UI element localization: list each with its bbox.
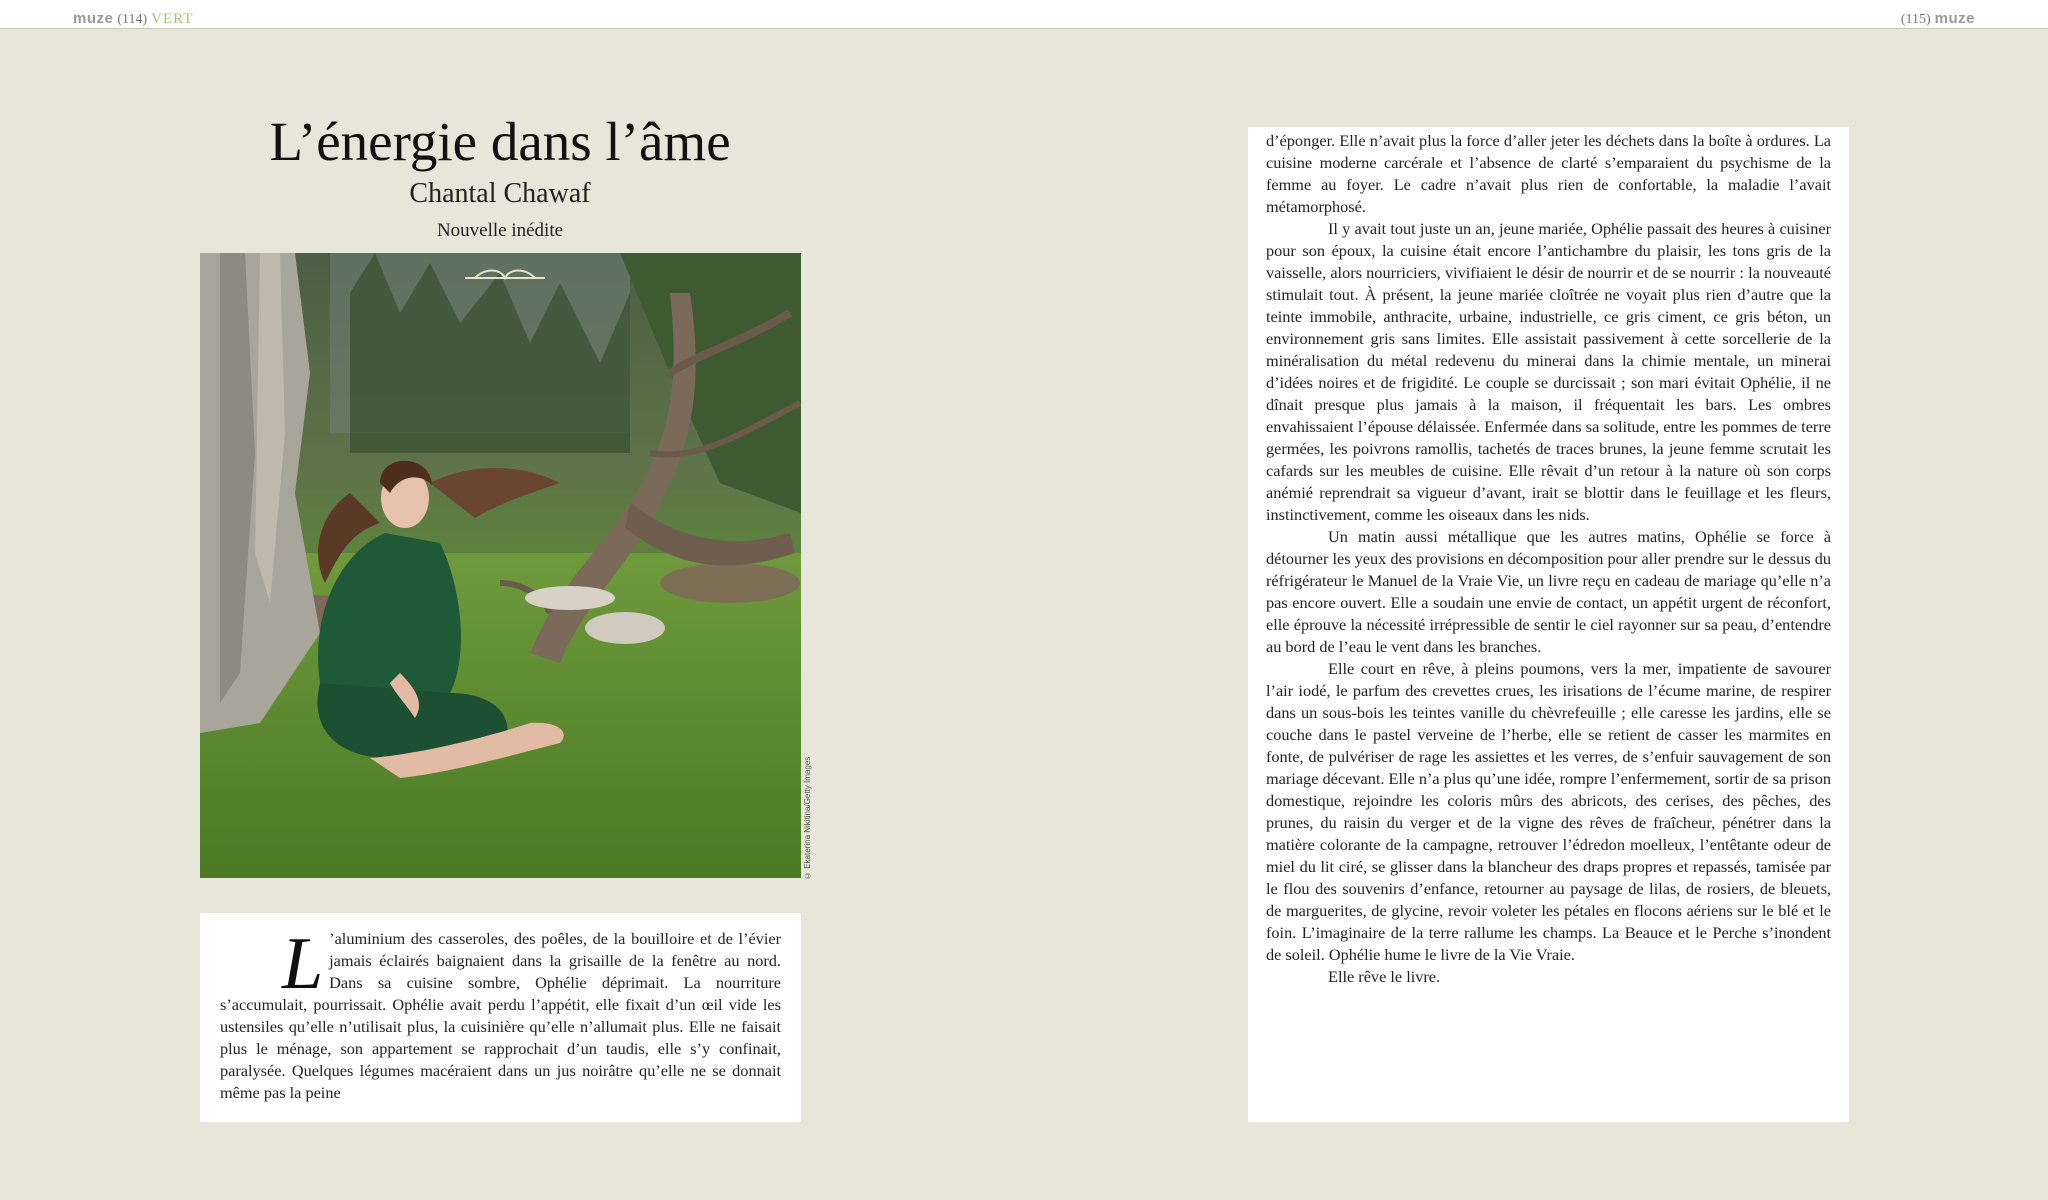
section-label: VERT	[151, 11, 194, 27]
right-running-header	[1897, 11, 1975, 28]
left-column-text	[220, 923, 781, 1104]
page-number-left: (114)	[117, 12, 148, 27]
page-number-right: (115)	[1900, 12, 1931, 27]
left-column-paragraph: ’aluminium des casseroles, des poêles, de la bouilloire et de l’évier jamais éclairés baignaient dans la grisaille de la fenêtre au nord. Dans sa cuisine sombre, Ophélie déprimait. La nourriture s’accumulait, pourrissait. Ophélie avait perdu l’appétit, elle fixait d’un œil vide les ustensiles qu’elle n’utilisait plus, la cuisinière qu’elle n’allumait plus. Elle ne faisait plus le ménage, son appartement se rapprochait d’un taudis, elle s’y confinait, paralysée. Quelques légumes macéraient dans un jus noirâtre qu’elle ne se donnait même pas la peine	[220, 929, 781, 1102]
article-photo	[200, 253, 801, 878]
top-bar	[0, 0, 2048, 29]
right-column-text	[1266, 130, 1831, 988]
left-text-box	[200, 913, 801, 1122]
drop-cap: L	[282, 923, 324, 1005]
photo-credit: © Ekaterina Nikitina/Getty Images	[803, 756, 812, 880]
magazine-logo-left: muze	[73, 10, 114, 27]
woman-in-forest-illustration	[200, 253, 801, 878]
magazine-logo-right: muze	[1934, 10, 1975, 27]
paragraph-5: Elle rêve le livre.	[1328, 967, 1441, 986]
article-title: L’énergie dans l’âme	[269, 111, 731, 172]
article-kicker: Nouvelle inédite	[436, 220, 564, 241]
right-text-box	[1248, 127, 1849, 1122]
left-running-header	[73, 11, 193, 28]
article-author: Chantal Chawaf	[409, 178, 591, 209]
paragraph-1: d’éponger. Elle n’avait plus la force d’aller jeter les déchets dans la boîte à ordures. La cuisine moderne carcérale et l’absence de clarté s’emparaient du psychisme de la femme au foyer. Le cadre n’avait plus rien de confortable, la maladie l’avait métamorphosé.	[1266, 131, 1831, 216]
paragraph-4: Elle court en rêve, à pleins poumons, vers la mer, impatiente de savourer l’air iodé, le parfum des crevettes crues, les irisations de l’écume marine, de respirer dans un sous-bois les teintes vanille du chèvrefeuille ; elle caresse les jardins, elle se couche dans le pastel verveine de l’herbe, elle se retient de casser les marmites en fonte, de pulvériser de rage les assiettes et les verres, de s’enfuir sauvagement de son mariage décevant. Elle n’a plus qu’une idée, rompre l’enfermement, sortir de sa prison domestique, rejoindre les coloris mûrs des abricots, des cerises, des pêches, des prunes, du raisin du verger et de la vigne des rêves de fraîcheur, pénétrer dans la matière colorante de la campagne, retrouver l’édredon moelleux, l’entêtante odeur de miel du lit ciré, se glisser dans la blancheur des draps propres et repassés, tamisée par le flou des souvenirs d’enfance, retourner au paysage de lilas, de rosiers, de bleuets, de marguerites, de glycine, revoir voleter les pétales en flocons aériens sur le blé et le foin. L’imaginaire de la terre rallume les champs. La Beauce et le Perche s’inondent de soleil. Ophélie hume le livre de la Vie Vraie.	[1266, 659, 1831, 964]
paragraph-3: Un matin aussi métallique que les autres matins, Ophélie se force à détourner les yeux des provisions en décomposition pour aller prendre sur le dessus du réfrigérateur le Manuel de la Vraie Vie, un livre reçu en cadeau de mariage qu’elle n’a pas encore ouvert. Elle a soudain une envie de contact, un appétit urgent de réconfort, elle éprouve la nécessité irrépressible de sentir le ciel rayonner sur sa peau, d’entendre au bord de l’eau le vent dans les branches.	[1266, 527, 1831, 656]
paragraph-2: Il y avait tout juste un an, jeune mariée, Ophélie passait des heures à cuisiner pour son époux, la cuisine était encore l’antichambre du plaisir, les tons gris de la vaisselle, alors nourriciers, vivifiaient le désir de nourrir et de se nourrir : la nouveauté stimulait tout. À présent, la jeune mariée cloîtrée ne voyait plus rien d’autre que la teinte immobile, anthracite, urbaine, industrielle, ce gris ciment, ce gris béton, un environnement gris sans limites. Elle assistait passivement à cette sorcellerie de la minéralisation du métal redevenu du minerai dans la chimie mentale, un minerai d’idées noires et de frigidité. Le couple se durcissait ; son mari évitait Ophélie, il ne dînait presque plus jamais à la maison, il fréquentait les bars. Les ombres envahissaient l’épouse délaissée. Enfermée dans sa solitude, entre les pommes de terre germées, les poivrons ramollis, tachetés de traces brunes, la jeune femme scrutait les cafards sur les meubles de cuisine. Elle rêvait d’un retour à la nature où son corps anémié reprendrait sa vigueur d’avant, irait se blottir dans le feuillage et les fleurs, instinctivement, comme les oiseaux dans les nids.	[1266, 219, 1831, 524]
